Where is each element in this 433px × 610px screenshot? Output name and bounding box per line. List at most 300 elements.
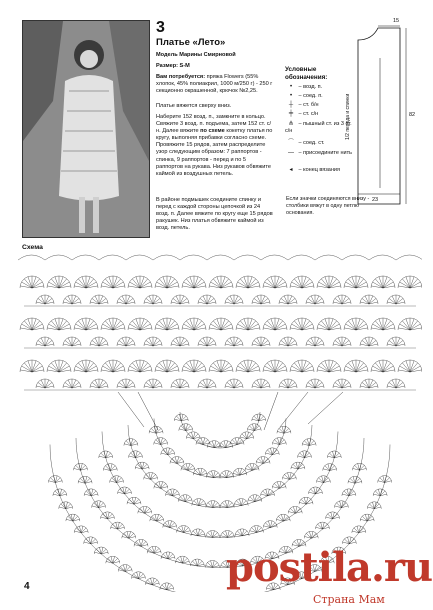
chart-arc — [138, 506, 152, 513]
chart-stroke — [24, 279, 32, 288]
dim-side: 82 — [409, 112, 416, 118]
p1-part-c: кокетку платья по кругу, выполняя прибавки согласно схеме. Провяжите 15 рядов, затем распределите узор следующим образом: 7 раппортов - спинка, 9 раппортов - перед и по 5 раппортов на рукава. Низ рукавов обвяжите каймой из воздушных петель. — [156, 128, 273, 177]
chart-arc — [245, 463, 259, 470]
chart-stroke — [95, 380, 99, 388]
puff-stitch-icon: ⋔ — [288, 121, 294, 127]
chart-stroke — [302, 319, 306, 330]
chart-stroke — [221, 321, 229, 330]
chart-stroke — [410, 321, 418, 330]
chart-stroke — [59, 279, 67, 288]
chart-stroke — [410, 319, 414, 330]
chart-arc — [396, 255, 422, 260]
chart-arc — [163, 521, 177, 528]
chart-stroke — [163, 319, 167, 330]
chart-arc — [196, 438, 210, 445]
chart-stroke — [221, 319, 225, 330]
intro-text: Платье вяжется сверху вниз. — [156, 103, 232, 109]
chart-stroke — [122, 380, 126, 388]
chart-stroke — [105, 321, 113, 330]
chart-arc — [48, 476, 62, 483]
legend-item: ◂ – конец вязания — [285, 167, 355, 174]
end-arrow-icon: ◂ — [289, 167, 293, 173]
chart-stroke — [284, 380, 288, 388]
chart-stroke — [99, 380, 103, 388]
chart-stroke — [230, 338, 234, 346]
chart-stroke — [149, 338, 153, 346]
chart-stroke — [136, 361, 140, 372]
chart-arc — [53, 489, 67, 496]
chart-stroke — [383, 321, 391, 330]
legend-item: ⋔ – пышный ст. из 3 ст. с/н — [285, 121, 352, 134]
chart-stroke — [159, 321, 167, 330]
chart-stroke — [375, 363, 383, 372]
chart-stroke — [365, 338, 369, 346]
chart-stroke — [207, 338, 211, 346]
chart-stroke — [240, 321, 248, 330]
chart-arc — [118, 487, 132, 494]
chart-arc — [190, 559, 204, 566]
chart-arc — [153, 255, 180, 260]
chart-stroke — [329, 321, 337, 330]
chart-arc — [147, 546, 161, 553]
chart-stroke — [176, 380, 180, 388]
chart-arc — [59, 502, 73, 509]
chart-stroke — [342, 380, 346, 388]
chart-stroke — [105, 363, 113, 372]
chart-stroke — [396, 296, 400, 304]
chart-stroke — [136, 277, 140, 288]
chart-arc — [128, 451, 142, 458]
slip-stitch-icon: • — [289, 93, 293, 99]
chart-stroke — [109, 319, 113, 330]
chart-arc — [298, 451, 312, 458]
chart-stroke — [45, 296, 49, 304]
chart-arc — [352, 526, 366, 533]
chart-arc — [206, 501, 220, 508]
materials-label: Вам потребуется: — [156, 74, 206, 80]
chart-stroke — [338, 296, 342, 304]
chart-arc — [265, 448, 279, 455]
chart-arc — [220, 501, 234, 508]
chart-stroke — [410, 279, 418, 288]
chart-stroke — [311, 380, 315, 388]
chart-stroke — [392, 296, 396, 304]
chart-arc — [315, 255, 342, 260]
chart-arc — [248, 495, 262, 502]
chart-stroke — [159, 363, 167, 372]
joined-stitch-icon: ⌒ — [287, 140, 294, 146]
chart-stroke — [298, 361, 302, 372]
chart-arc — [234, 255, 261, 260]
chart-stroke — [244, 361, 248, 372]
chart-arc — [154, 419, 286, 478]
legend-label: ст. б/н — [303, 102, 319, 108]
chart-stroke — [78, 363, 86, 372]
chart-arc — [150, 514, 164, 521]
chart-stroke — [140, 279, 148, 288]
chart-arc — [78, 476, 92, 483]
chart-arc — [369, 255, 396, 260]
chart-arc — [304, 531, 318, 538]
chart-stroke — [140, 321, 148, 330]
instructions-paragraph-2: В районе подмышек соедините спинку и перед с каждой стороны цепочкой из 24 возд. п. Далее вяжите по кругу еще 15 рядов ракушек. Низ платья обвяжите каймой из возд. петель. — [156, 197, 273, 232]
chart-arc — [118, 565, 132, 572]
chart-stroke — [176, 296, 180, 304]
chart-stroke — [402, 321, 410, 330]
chart-stroke — [68, 380, 72, 388]
chart-stroke — [402, 279, 410, 288]
chart-stroke — [86, 279, 94, 288]
chart-stroke — [51, 279, 59, 288]
chart-stroke — [356, 361, 360, 372]
chart-stroke — [321, 321, 329, 330]
chart-stroke — [163, 277, 167, 288]
chart-arc — [128, 425, 312, 508]
chart-stroke — [167, 319, 171, 330]
chart-stroke — [126, 296, 130, 304]
dim-top: 15 — [393, 18, 400, 24]
chart-arc — [179, 424, 193, 431]
chart-arc — [178, 495, 192, 502]
chart-arc — [249, 526, 263, 533]
chart-stroke — [126, 380, 130, 388]
chart-arc — [177, 526, 191, 533]
chart-stroke — [348, 279, 356, 288]
chart-stroke — [99, 338, 103, 346]
chart-arc — [308, 487, 322, 494]
chart-stroke — [149, 296, 153, 304]
chart-stroke — [140, 363, 148, 372]
chart-arc — [134, 539, 148, 546]
chart-stroke — [41, 338, 45, 346]
chart-arc — [247, 424, 261, 431]
chart-stroke — [410, 363, 418, 372]
chart-stroke — [55, 319, 59, 330]
watermark — [226, 544, 433, 610]
chart-stroke — [207, 380, 211, 388]
chart-stroke — [248, 321, 256, 330]
chart-stroke — [180, 296, 184, 304]
chart-stroke — [32, 361, 36, 372]
chart-stroke — [136, 319, 140, 330]
chart-stroke — [302, 363, 310, 372]
chart-stroke — [325, 319, 329, 330]
chart-stroke — [217, 277, 221, 288]
chart-stroke — [321, 279, 329, 288]
chart-stroke — [78, 279, 86, 288]
materials — [156, 74, 274, 95]
chart-stroke — [217, 361, 221, 372]
chart-stroke — [261, 380, 265, 388]
chart-stroke — [51, 321, 59, 330]
chart-arc — [99, 451, 113, 458]
chart-arc — [206, 471, 220, 478]
chart-stroke — [113, 279, 121, 288]
chart-arc — [348, 476, 362, 483]
chart-stroke — [32, 363, 40, 372]
chart-arc — [342, 537, 356, 544]
chart-stroke — [311, 338, 315, 346]
chart-stroke — [248, 277, 252, 288]
chart-stroke — [234, 296, 238, 304]
chart-stroke — [109, 361, 113, 372]
chart-stroke — [140, 277, 144, 288]
chart-stroke — [365, 380, 369, 388]
chart-stroke — [153, 338, 157, 346]
chart-stroke — [248, 319, 252, 330]
chart-arc — [122, 531, 136, 538]
chart-stroke — [379, 277, 383, 288]
chart-stroke — [194, 319, 198, 330]
chart-stroke — [379, 319, 383, 330]
materials-text: пряжа Flowers (55% хлопок, 45% полиакрил, 1000 м/250 г) - 250 г секционно окрашенной, крючок №2,25. — [156, 74, 273, 95]
chart-stroke — [230, 296, 234, 304]
chart-stroke — [163, 361, 167, 372]
chart-arc — [230, 438, 244, 445]
chart-arc — [181, 463, 195, 470]
chart-arc — [174, 414, 188, 421]
chart-stroke — [275, 363, 283, 372]
instructions-paragraph-1 — [156, 114, 274, 178]
dim-bottom: 23 — [372, 197, 379, 203]
chart-arc — [302, 439, 316, 446]
legend-label: ст. с/н — [303, 111, 319, 117]
chart-arc — [161, 552, 175, 559]
chart-stroke — [271, 319, 275, 330]
chart-arc — [18, 255, 45, 260]
chart-arc — [277, 426, 291, 433]
chart-stroke — [257, 380, 261, 388]
chart-stroke — [329, 363, 337, 372]
watermark-site: Страна Мам — [310, 592, 388, 607]
chart-stroke — [356, 277, 360, 288]
legend-item: ⌒ – соед. ст. — [285, 140, 324, 147]
chart-stroke — [180, 338, 184, 346]
chart-stroke — [82, 277, 86, 288]
double-crochet-icon: ╪ — [288, 111, 294, 117]
chart-arc — [127, 497, 141, 504]
chart-arc — [367, 502, 381, 509]
chart-stroke — [288, 380, 292, 388]
chart-stroke — [105, 279, 113, 288]
chart-stroke — [348, 321, 356, 330]
chart-stroke — [402, 363, 410, 372]
legend-item: ┼ – ст. б/н — [285, 102, 319, 109]
chart-stroke — [298, 319, 302, 330]
chart-stroke — [132, 279, 140, 288]
chart-stroke — [72, 338, 76, 346]
chart-arc — [45, 255, 72, 260]
chart-stroke — [194, 361, 198, 372]
chart-stroke — [213, 321, 221, 330]
schema-label: Схема — [22, 244, 43, 251]
chart-stroke — [167, 361, 171, 372]
chart-stroke — [234, 338, 238, 346]
chart-arc — [165, 489, 179, 496]
chart-stroke — [59, 277, 63, 288]
chart-stroke — [113, 361, 117, 372]
chart-stroke — [86, 277, 90, 288]
chart-stroke — [186, 279, 194, 288]
chart-stroke — [45, 338, 49, 346]
chart-stroke — [190, 361, 194, 372]
chart-arc — [233, 468, 247, 475]
chart-arc — [74, 526, 88, 533]
chart-stroke — [406, 277, 410, 288]
chart-arc — [360, 514, 374, 521]
legend-note: Если значки соединяются внизу - столбики вяжут в одну петлю основания. — [286, 196, 370, 216]
chart-arc — [315, 522, 329, 529]
chart-stroke — [32, 319, 36, 330]
chart-stroke — [140, 361, 144, 372]
chart-stroke — [113, 321, 121, 330]
chart-stroke — [352, 361, 356, 372]
chart-arc — [240, 432, 254, 439]
chart-stroke — [153, 296, 157, 304]
chart-stroke — [338, 380, 342, 388]
chart-stroke — [267, 321, 275, 330]
chart-arc — [160, 583, 174, 590]
chart-stroke — [95, 338, 99, 346]
chart-stroke — [149, 380, 153, 388]
chart-stroke — [109, 277, 113, 288]
chart-stroke — [271, 361, 275, 372]
chart-stroke — [406, 319, 410, 330]
chart-stroke — [24, 321, 32, 330]
chart-arc — [145, 578, 159, 585]
chart-arc — [288, 255, 315, 260]
chart-stroke — [72, 380, 76, 388]
chart-arc — [288, 506, 302, 513]
chart-arc — [131, 572, 145, 579]
chart-stroke — [24, 363, 32, 372]
model-size: Размер: S-M — [156, 63, 190, 69]
chart-stroke — [32, 279, 40, 288]
chart-stroke — [275, 319, 279, 330]
chart-arc — [154, 438, 168, 445]
chart-arc — [94, 547, 108, 554]
chart-stroke — [315, 380, 319, 388]
chart-stroke — [261, 296, 265, 304]
chart-stroke — [244, 277, 248, 288]
chart-arc — [352, 463, 366, 470]
chart-stroke — [383, 319, 387, 330]
chart-arc — [299, 497, 313, 504]
chart-stroke — [369, 296, 373, 304]
model-author: Модель Марины Смирновой — [156, 52, 236, 58]
chart-stroke — [217, 319, 221, 330]
chart-arc — [161, 448, 175, 455]
chart-arc — [334, 501, 348, 508]
chart-arc — [263, 521, 277, 528]
chart-stroke — [288, 338, 292, 346]
chart-stroke — [221, 361, 225, 372]
chart-stroke — [261, 338, 265, 346]
chart-stroke — [375, 321, 383, 330]
chart-stroke — [82, 319, 86, 330]
chart-stroke — [348, 363, 356, 372]
chart-stroke — [167, 321, 175, 330]
chart-stroke — [203, 380, 207, 388]
chart-arc — [291, 462, 305, 469]
join-yarn-icon: — — [288, 150, 294, 156]
chart-stroke — [248, 279, 256, 288]
chart-stroke — [315, 296, 319, 304]
chart-stroke — [86, 321, 94, 330]
chart-arc — [323, 464, 337, 471]
chart-stroke — [302, 279, 310, 288]
chart-arc — [180, 412, 260, 448]
crochet-chart — [18, 252, 422, 592]
chart-arc — [256, 457, 270, 464]
chart-stroke — [375, 279, 383, 288]
chart-stroke — [396, 380, 400, 388]
chart-stroke — [284, 296, 288, 304]
chart-arc — [110, 476, 124, 483]
chart-stroke — [51, 363, 59, 372]
chart-stroke — [203, 338, 207, 346]
chart-stroke — [167, 363, 175, 372]
chart-stroke — [302, 321, 310, 330]
chart-stroke — [321, 363, 329, 372]
legend-label: соед. п. — [303, 93, 323, 99]
chart-arc — [144, 472, 158, 479]
chart-arc — [124, 439, 138, 446]
chart-stroke — [240, 363, 248, 372]
legend-title: Условные обозначения: — [285, 66, 328, 81]
chart-stroke — [59, 361, 63, 372]
chart-stroke — [315, 338, 319, 346]
chart-stroke — [153, 380, 157, 388]
chart-stroke — [167, 277, 171, 288]
chart-stroke — [99, 296, 103, 304]
chart-stroke — [41, 296, 45, 304]
chart-arc — [170, 457, 184, 464]
chart-stroke — [352, 319, 356, 330]
chart-stroke — [190, 277, 194, 288]
chart-stroke — [113, 319, 117, 330]
single-crochet-icon: ┼ — [288, 102, 294, 108]
chart-stroke — [186, 321, 194, 330]
chart-stroke — [248, 363, 256, 372]
chart-stroke — [186, 363, 194, 372]
chain-symbol-icon: • — [289, 84, 293, 90]
chart-stroke — [264, 392, 278, 430]
chart-stroke — [356, 279, 364, 288]
chart-stroke — [194, 321, 202, 330]
chart-stroke — [396, 338, 400, 346]
chart-stroke — [275, 279, 283, 288]
chart-arc — [342, 255, 369, 260]
chart-arc — [186, 432, 200, 439]
chart-stroke — [284, 338, 288, 346]
page-number: 4 — [24, 581, 30, 592]
chart-stroke — [118, 392, 144, 427]
chart-stroke — [230, 380, 234, 388]
legend-item: • – возд. п. — [285, 84, 322, 91]
chart-stroke — [72, 296, 76, 304]
chart-arc — [74, 463, 88, 470]
legend-label: возд. п. — [303, 84, 323, 90]
chart-stroke — [267, 279, 275, 288]
chart-stroke — [176, 338, 180, 346]
chart-arc — [180, 255, 207, 260]
chart-arc — [205, 560, 219, 567]
chart-stroke — [392, 338, 396, 346]
chart-stroke — [132, 363, 140, 372]
chart-stroke — [240, 279, 248, 288]
chart-arc — [102, 432, 338, 538]
